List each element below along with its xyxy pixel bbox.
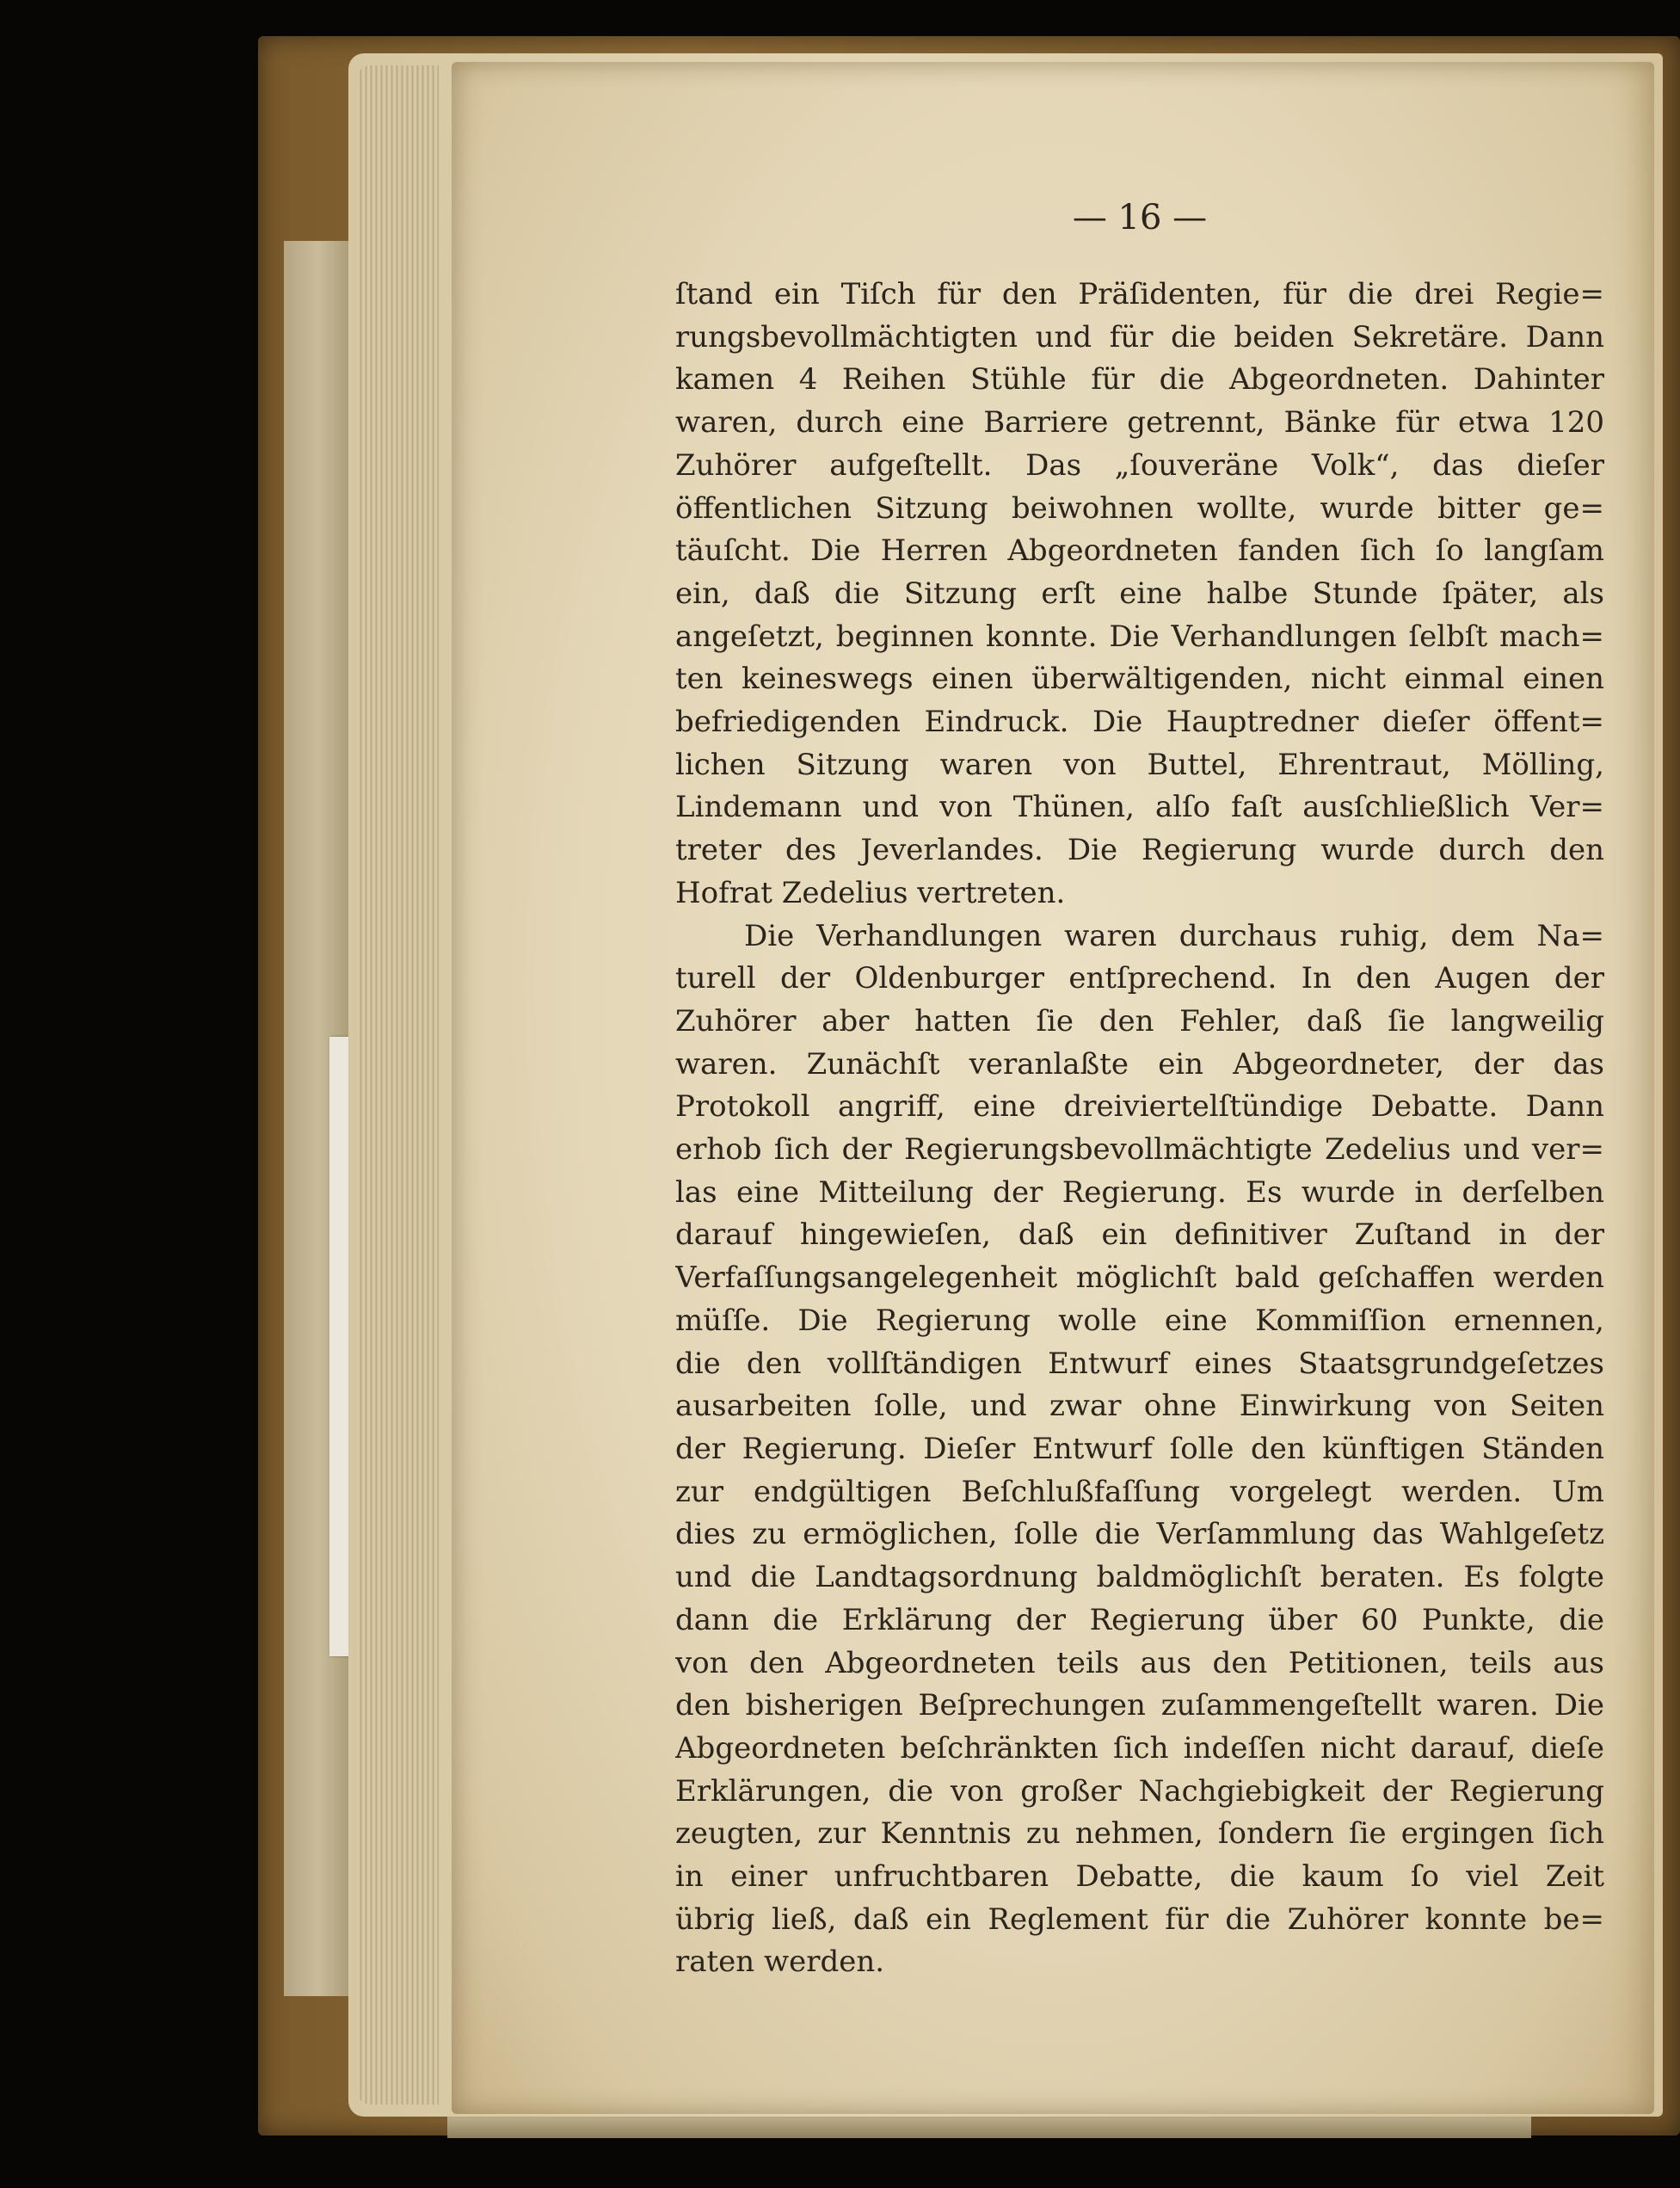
text-line: kamen 4 Reihen Stühle für die Abgeordneten. Dahinter [675,362,1604,398]
text-line: Erklärungen, die von großer Nachgiebigkeit der Regierung [675,1773,1604,1809]
text-line: Protokoll angriff, eine dreiviertelſtündige Debatte. Dann [675,1089,1604,1125]
text-line: Hofrat Zedelius vertreten. [675,875,1066,910]
text-line: Zuhörer aber hatten ſie den Fehler, daß ſie langweilig [675,1003,1604,1039]
page-number: — 16 — [1072,198,1208,237]
text-line: turell der Oldenburger entſprechend. In den Augen der [675,961,1604,996]
text-line: zeugten, zur Kenntnis zu nehmen, ſondern ſie ergingen ſich [675,1816,1604,1852]
text-line: erhob ſich der Regierungsbevollmächtigte Zedelius und ver= [675,1132,1604,1168]
text-line: den bisherigen Beſprechungen zuſammengeſtellt waren. Die [675,1688,1604,1723]
text-line: waren, durch eine Barriere getrennt, Bänke für etwa 120 [675,405,1604,441]
text-line: Lindemann und von Thünen, alſo faſt ausſchließlich Ver= [675,790,1604,825]
text-line: die den vollſtändigen Entwurf eines Staatsgrundgeſetzes [675,1346,1604,1381]
text-line: Zuhörer aufgeſtellt. Das „ſouveräne Volk“, das dieſer [675,447,1604,483]
text-line: dann die Erklärung der Regierung über 60 Punkte, die [675,1602,1604,1637]
text-line: las eine Mitteilung der Regierung. Es wurde in derſelben [675,1174,1604,1210]
text-line: ten keineswegs einen überwältigenden, nicht einmal einen [675,662,1604,697]
text-line: treter des Jeverlandes. Die Regierung wurde durch den [675,833,1604,868]
text-line: zur endgültigen Beſchlußfaſſung vorgelegt werden. Um [675,1474,1604,1509]
text-line: Verfaſſungsangelegenheit möglichſt bald geſchaffen werden [675,1260,1604,1296]
text-line: öffentlichen Sitzung beiwohnen wollte, wurde bitter ge= [675,490,1604,526]
text-line: der Regierung. Dieſer Entwurf ſolle den künftigen Ständen [675,1431,1604,1466]
text-line: ſtand ein Tiſch für den Präſidenten, für die drei Regie= [675,277,1604,311]
text-line: darauf hingewieſen, daß ein definitiver Zuſtand in der [675,1217,1604,1253]
text-line: in einer unfruchtbaren Debatte, die kaum ſo viel Zeit [675,1859,1604,1895]
page-body-text [675,274,1604,1984]
text-line: müſſe. Die Regierung wolle eine Kommiſſion ernennen, [675,1303,1604,1338]
text-line: von den Abgeordneten teils aus den Petitionen, teils aus [675,1645,1604,1680]
text-line: lichen Sitzung waren von Buttel, Ehrentraut, Mölling, [675,747,1604,782]
text-line: Abgeordneten beſchränkten ſich indeſſen nicht darauf, dieſe [675,1730,1604,1766]
text-line: ein, daß die Sitzung erſt eine halbe Stunde ſpäter, als [675,576,1604,611]
text-line: ausarbeiten ſolle, und zwar ohne Einwirkung von Seiten [675,1389,1604,1424]
text-line: rungsbevollmächtigten und für die beiden Sekretäre. Dann [675,319,1604,354]
paragraph-start-line: Die Verhandlungen waren durchaus ruhig, dem Na= [744,918,1604,953]
text-line: übrig ließ, daß ein Reglement für die Zuhörer konnte be= [675,1901,1604,1937]
text-line: angeſetzt, beginnen konnte. Die Verhandlungen ſelbſt mach= [675,619,1604,654]
text-line: befriedigenden Eindruck. Die Hauptredner dieſer öffent= [675,705,1604,740]
text-line: täuſcht. Die Herren Abgeordneten fanden ſich ſo langſam [675,533,1604,569]
text-line: und die Landtagsordnung baldmöglichſt beraten. Es folgte [675,1560,1604,1595]
text-line: dies zu ermöglichen, ſolle die Verſammlung das Wahlgeſetz [675,1517,1604,1552]
text-line: waren. Zunächſt veranlaßte ein Abgeordneter, der das [675,1046,1604,1082]
text-line: raten werden. [675,1945,885,1980]
